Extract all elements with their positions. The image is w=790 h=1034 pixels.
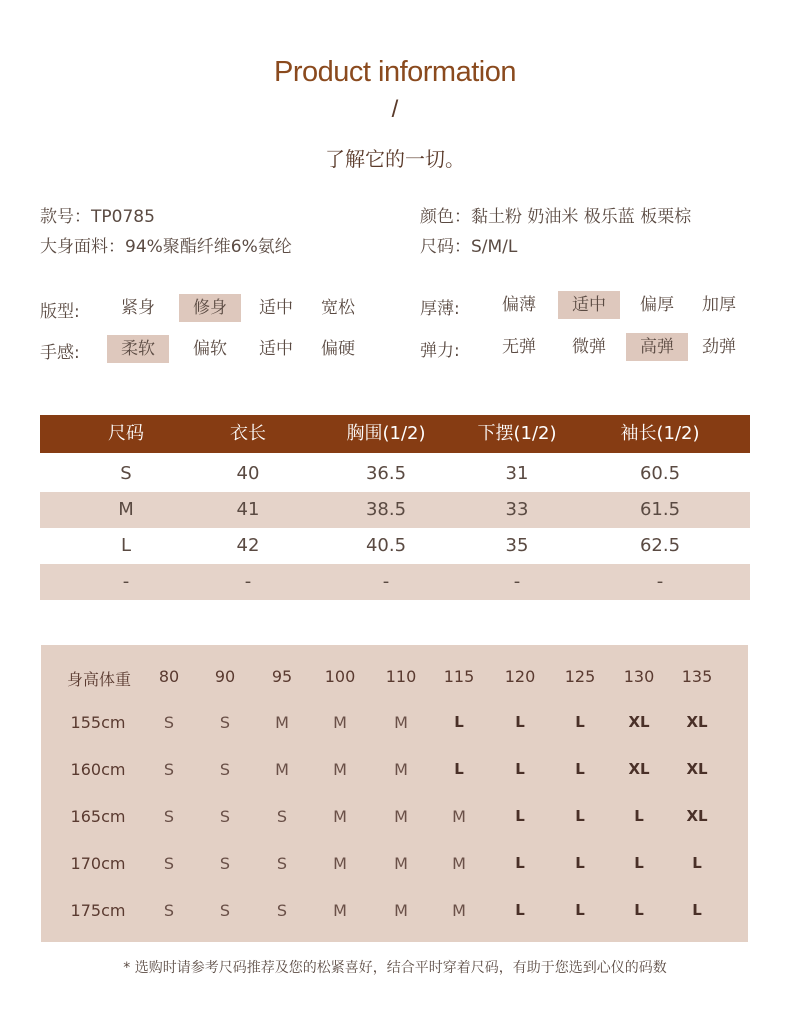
elasticity-label: 弹力: — [420, 341, 460, 361]
size-table-cell: 35 — [505, 535, 529, 556]
size-table-cell: M — [118, 499, 134, 520]
feel-option: 适中 — [259, 339, 293, 359]
fit-option: 宽松 — [321, 298, 355, 318]
grid-weight-header: 100 — [324, 667, 356, 686]
elasticity-option: 劲弹 — [702, 337, 736, 357]
feel-option: 偏软 — [193, 339, 227, 359]
color-options: 颜色：黏土粉 奶油米 极乐蓝 板栗棕 — [420, 207, 692, 227]
size-table-cell: 62.5 — [639, 535, 681, 556]
grid-size-cell: S — [219, 901, 231, 920]
size-table-row — [40, 456, 750, 492]
grid-size-cell: L — [692, 854, 702, 872]
grid-size-cell: L — [515, 901, 525, 919]
grid-size-cell: L — [454, 760, 464, 778]
size-table-cell: 41 — [236, 499, 260, 520]
grid-size-cell: S — [219, 760, 231, 779]
feel-label: 手感: — [40, 343, 80, 363]
grid-size-cell: M — [452, 854, 466, 873]
grid-size-cell: L — [454, 713, 464, 731]
grid-size-cell: M — [333, 901, 347, 920]
grid-size-cell: L — [515, 854, 525, 872]
grid-size-cell: S — [163, 713, 175, 732]
grid-weight-header: 110 — [385, 667, 417, 686]
grid-weight-header: 115 — [443, 667, 475, 686]
fit-option: 紧身 — [121, 298, 155, 318]
size-table-row — [40, 564, 750, 600]
grid-size-cell: M — [394, 713, 408, 732]
grid-size-cell: M — [275, 760, 289, 779]
grid-size-cell: M — [333, 807, 347, 826]
size-recommendation-grid — [41, 645, 748, 942]
grid-size-cell: L — [575, 901, 585, 919]
style-number: 款号：TP0785 — [40, 207, 155, 227]
size-table-header-cell: 衣长 — [230, 423, 266, 444]
fabric-composition: 大身面料：94%聚酯纤维6%氨纶 — [40, 237, 292, 257]
grid-corner-label: 身高体重 — [66, 670, 131, 689]
grid-height-label: 170cm — [70, 854, 126, 873]
grid-size-cell: L — [634, 807, 644, 825]
grid-height-label: 160cm — [70, 760, 126, 779]
elasticity-option: 无弹 — [502, 337, 536, 357]
size-table-cell: 40 — [236, 463, 260, 484]
grid-size-cell: XL — [686, 760, 708, 778]
feel-option: 柔软 — [107, 335, 169, 363]
grid-size-cell: XL — [686, 807, 708, 825]
fit-option: 适中 — [259, 298, 293, 318]
grid-size-cell: M — [394, 760, 408, 779]
grid-weight-header: 125 — [564, 667, 596, 686]
page-subtitle: 了解它的一切。 — [325, 147, 465, 171]
size-table-header-cell: 胸围(1/2) — [346, 423, 426, 444]
size-table-cell: 31 — [505, 463, 529, 484]
thickness-option: 偏厚 — [640, 295, 674, 315]
size-table-cell: 60.5 — [639, 463, 681, 484]
size-table-cell: - — [244, 571, 252, 592]
size-note: * 选购时请参考尺码推荐及您的松紧喜好，结合平时穿着尺码，有助于您选到心仪的码数 — [123, 960, 667, 976]
grid-size-cell: M — [394, 807, 408, 826]
grid-size-cell: M — [333, 760, 347, 779]
size-table-header-cell: 尺码 — [108, 423, 144, 444]
size-table-header-cell: 下摆(1/2) — [477, 423, 557, 444]
grid-size-cell: L — [515, 760, 525, 778]
grid-size-cell: M — [333, 854, 347, 873]
grid-size-cell: L — [575, 760, 585, 778]
grid-height-label: 155cm — [70, 713, 126, 732]
grid-size-cell: M — [333, 713, 347, 732]
grid-size-cell: S — [163, 854, 175, 873]
grid-size-cell: S — [163, 901, 175, 920]
grid-size-cell: S — [163, 760, 175, 779]
grid-size-cell: S — [163, 807, 175, 826]
thickness-option: 加厚 — [702, 295, 736, 315]
size-table-header — [40, 415, 750, 453]
grid-height-label: 165cm — [70, 807, 126, 826]
thickness-label: 厚薄: — [420, 299, 460, 319]
grid-size-cell: L — [575, 854, 585, 872]
size-table-cell: - — [382, 571, 390, 592]
fit-option: 修身 — [179, 294, 241, 322]
grid-size-cell: M — [394, 901, 408, 920]
grid-size-cell: M — [275, 713, 289, 732]
grid-size-cell: L — [634, 854, 644, 872]
grid-weight-header: 120 — [504, 667, 536, 686]
grid-size-cell: L — [515, 713, 525, 731]
grid-size-cell: M — [394, 854, 408, 873]
size-table-cell: - — [122, 571, 130, 592]
grid-weight-header: 80 — [158, 667, 180, 686]
grid-size-cell: S — [276, 901, 288, 920]
thickness-option: 偏薄 — [502, 295, 536, 315]
grid-size-cell: M — [452, 901, 466, 920]
size-table-row — [40, 492, 750, 528]
grid-size-cell: L — [575, 713, 585, 731]
size-table-row — [40, 528, 750, 564]
size-table-cell: L — [120, 535, 132, 556]
size-table-cell: 61.5 — [639, 499, 681, 520]
grid-size-cell: L — [515, 807, 525, 825]
size-table-cell: 33 — [505, 499, 529, 520]
elasticity-option: 高弹 — [626, 333, 688, 361]
size-table-cell: 40.5 — [365, 535, 407, 556]
grid-size-cell: M — [452, 807, 466, 826]
size-table-cell: S — [120, 463, 132, 484]
elasticity-option: 微弹 — [572, 337, 606, 357]
fit-label: 版型: — [40, 302, 80, 322]
page-title: Product information — [274, 56, 516, 88]
grid-size-cell: L — [692, 901, 702, 919]
size-table-cell: - — [656, 571, 664, 592]
grid-size-cell: L — [575, 807, 585, 825]
size-table-cell: 36.5 — [365, 463, 407, 484]
grid-size-cell: S — [219, 807, 231, 826]
feel-option: 偏硬 — [321, 339, 355, 359]
grid-size-cell: L — [634, 901, 644, 919]
grid-weight-header: 130 — [623, 667, 655, 686]
size-table-cell: 42 — [236, 535, 260, 556]
size-table-header-cell: 袖长(1/2) — [620, 423, 700, 444]
grid-size-cell: S — [276, 807, 288, 826]
grid-size-cell: XL — [628, 713, 650, 731]
size-table-cell: - — [513, 571, 521, 592]
thickness-option: 适中 — [558, 291, 620, 319]
grid-height-label: 175cm — [70, 901, 126, 920]
size-options: 尺码：S/M/L — [420, 237, 518, 257]
grid-weight-header: 90 — [214, 667, 236, 686]
grid-size-cell: XL — [628, 760, 650, 778]
grid-weight-header: 95 — [271, 667, 293, 686]
title-divider: / — [391, 96, 399, 123]
grid-size-cell: XL — [686, 713, 708, 731]
grid-size-cell: S — [219, 713, 231, 732]
size-table-cell: 38.5 — [365, 499, 407, 520]
grid-size-cell: S — [219, 854, 231, 873]
grid-size-cell: S — [276, 854, 288, 873]
grid-weight-header: 135 — [681, 667, 713, 686]
